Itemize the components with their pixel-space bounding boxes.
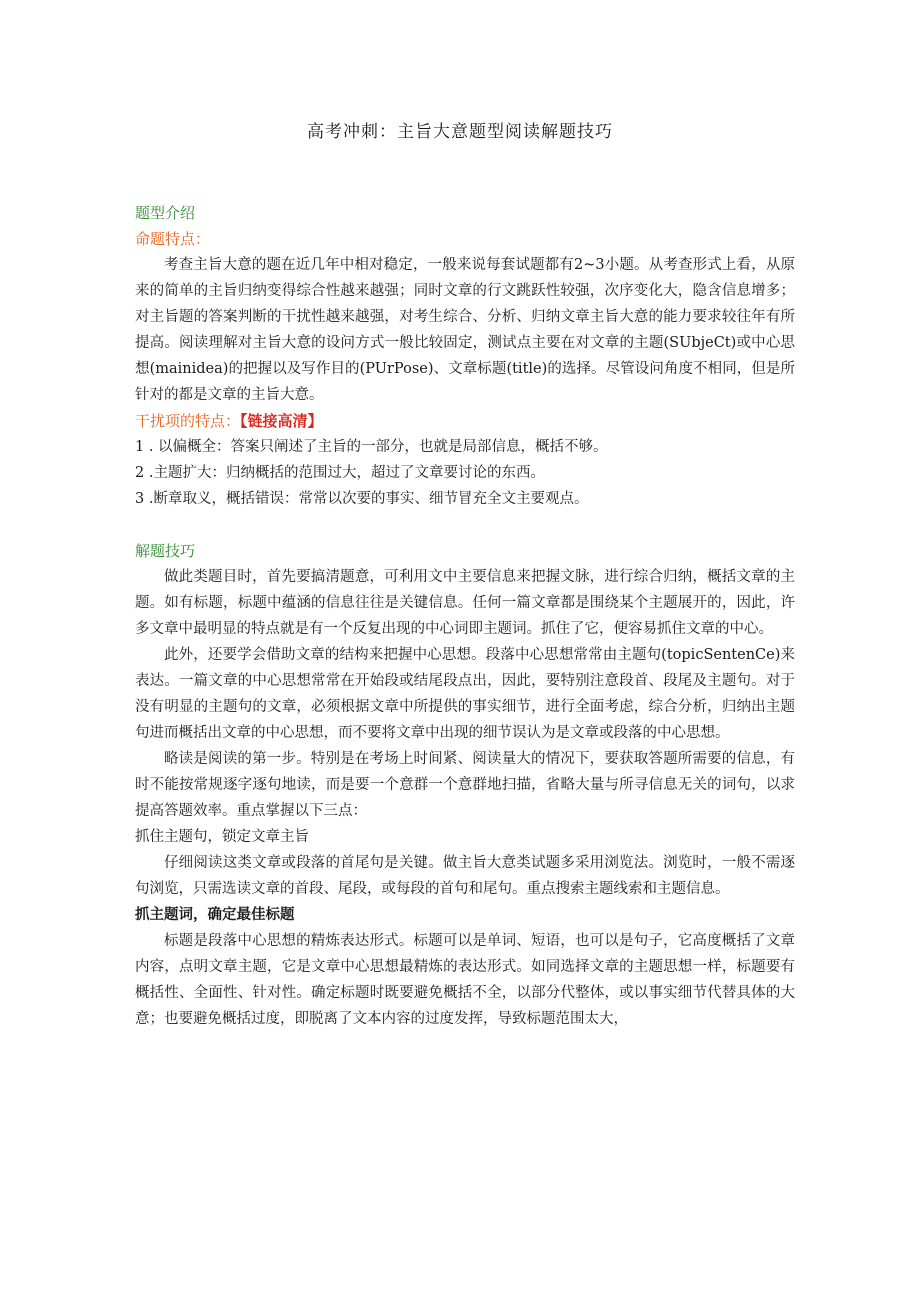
paragraph-features: 考查主旨大意的题在近几年中相对稳定，一般来说每套试题都有2~3小题。从考查形式上看，从原来的简单的主旨归纳变得综合性越来越强；同时文章的行文跳跃性较强，次序变化大，隐含信息增多；对主旨题的答案判断的干扰性越来越强，对考生综合、分析、归纳文章主旨大意的能力要求较往年有所提高。阅读理解对主旨大意的设问方式一般比较固定，测试点主要在对文章的主题(SUbjeCt)或中心思想(mainidea)的把握以及写作目的(PUrPose)、文章标题(title)的选择。尽管设问角度不相同，但是所针对的都是文章的主旨大意。 [135, 257, 795, 403]
document-title: 高考冲刺：主旨大意题型阅读解题技巧 [307, 122, 613, 142]
section-spacer [135, 512, 795, 538]
paragraph-topic-word: 标题是段落中心思想的精炼表达形式。标题可以是单词、短语，也可以是句子，它高度概括了文章内容，点明文章主题，它是文章中心思想最精炼的表达形式。如同选择文章的主题思想一样，标题要有概括性、全面性、针对性。确定标题时既要避免概括不全，以部分代整体，或以事实细节代替具体的大意；也要避免概括过度，即脱离了文本内容的过度发挥，导致标题范围太大， [135, 933, 795, 1027]
paragraph-techniques-1: 做此类题目时，首先要搞清题意，可利用文中主要信息来把握文脉，进行综合归纳，概括文章的主题。如有标题，标题中蕴涵的信息往往是关键信息。任何一篇文章都是围绕某个主题展开的，因此，许多文章中最明显的特点就是有一个反复出现的中心词即主题词。抓住了它，便容易抓住文章的中心。 [135, 569, 795, 637]
list-item: 2 .主题扩大：归纳概括的范围过大，超过了文章要讨论的东西。 [135, 465, 545, 481]
subheading-distractors-label: 干扰项的特点： [135, 412, 241, 430]
document-body [135, 200, 795, 1032]
section-heading-techniques: 解题技巧 [135, 542, 196, 560]
subheading-features: 命题特点： [135, 230, 211, 248]
link-hd[interactable]: 【链接高清】 [240, 412, 323, 430]
paragraph-techniques-3: 略读是阅读的第一步。特别是在考场上时间紧、阅读量大的情况下，要获取答题所需要的信息，有时不能按常规逐字逐句地读，而是要一个意群一个意群地扫描，省略大量与所寻信息无关的词句，以求提高答题效率。重点掌握以下三点： [135, 751, 795, 819]
section-heading-intro: 题型介绍 [135, 204, 196, 222]
paragraph-techniques-2: 此外，还要学会借助文章的结构来把握中心思想。段落中心思想常常由主题句(topicSentenCe)来表达。一篇文章的中心思想常常在开始段或结尾段点出，因此，要特别注意段首、段尾及主题句。对于没有明显的主题句的文章，必须根据文章中所提供的事实细节，进行全面考虑，综合分析，归纳出主题句进而概括出文章的中心思想，而不要将文章中出现的细节误认为是文章或段落的中心思想。 [135, 647, 795, 741]
point-heading-topic-sentence: 抓住主题句，锁定文章主旨 [135, 829, 309, 845]
paragraph-topic-sentence: 仔细阅读这类文章或段落的首尾句是关键。做主旨大意类试题多采用浏览法。浏览时，一般不需逐句浏览，只需选读文章的首段、尾段，或每段的首句和尾句。重点搜索主题线索和主题信息。 [135, 855, 795, 897]
subheading-distractors [135, 408, 795, 434]
list-item: 3 .断章取义，概括错误：常常以次要的事实、细节冒充全文主要观点。 [135, 491, 589, 507]
point-heading-topic-word: 抓主题词，确定最佳标题 [135, 907, 295, 923]
list-item: 1 . 以偏概全：答案只阐述了主旨的一部分，也就是局部信息，概括不够。 [135, 439, 608, 455]
